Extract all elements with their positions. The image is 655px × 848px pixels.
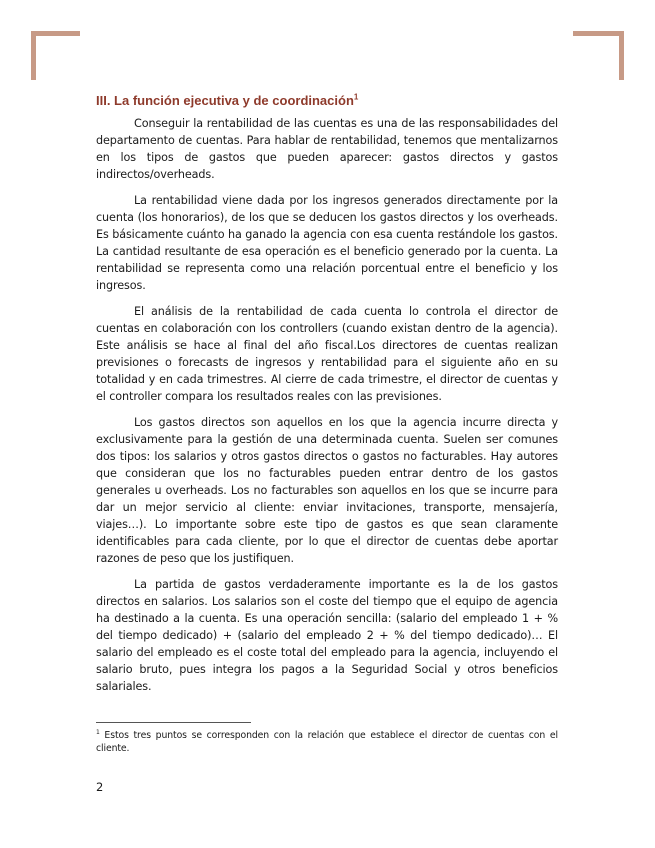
page-body <box>96 92 558 704</box>
paragraph-2: La rentabilidad viene dada por los ingresos generados directamente por la cuenta (los honorarios), de los que se deducen los gastos directos y los overheads. Es básicamente cuánto ha ganado la agencia con esa cuenta restándole los gastos. La cantidad resultante de esa operación es el beneficio generado por la cuenta. La rentabilidad se representa como una relación porcentual entre el beneficio y los ingresos. <box>96 194 558 292</box>
paragraph-5: La partida de gastos verdaderamente importante es la de los gastos directos en salarios. Los salarios son el coste del tiempo que el equipo de agencia ha destinado a la cuenta. Es una operación sencilla: (salario del empleado 1 + % del tiempo dedicado) + (salario del empleado 2 + % del tiempo dedicado)… El salario del empleado es el coste total del empleado para la agencia, incluyendo el salario bruto, pues integra los pagos a la Seguridad Social y otros beneficios salariales. <box>96 578 558 693</box>
section-heading <box>96 92 558 109</box>
footnote-reference: 1 <box>353 92 359 102</box>
corner-mark-top-left-vertical <box>31 31 36 80</box>
footnote <box>96 729 558 755</box>
paragraph-1: Conseguir la rentabilidad de las cuentas es una de las responsabilidades del departamento de cuentas. Para hablar de rentabilidad, tenemos que mentalizarnos en los tipos de gastos que pueden aparecer: gastos directos y gastos indirectos/overheads. <box>96 117 558 181</box>
corner-mark-top-right-vertical <box>619 31 624 80</box>
footnote-divider <box>96 722 251 723</box>
page-number: 2 <box>96 780 104 794</box>
paragraph-4: Los gastos directos son aquellos en los que la agencia incurre directa y exclusivamente para la gestión de una determinada cuenta. Suelen ser comunes dos tipos: los salarios y otros gastos directos o gastos no facturables. Hay autores que consideran que los no facturables pueden entrar dentro de los gastos generales u overheads. Los no facturables son aquellos en los que se incurre para dar un mejor servicio al cliente: enviar invitaciones, transporte, mensajería, viajes…). Lo importante sobre este tipo de gastos es que sean claramente identificables para cada cliente, por lo que el director de cuentas debe aportar razones de peso que los justifiquen. <box>96 416 558 565</box>
footnote-marker: 1 <box>96 728 100 736</box>
corner-mark-top-left-horizontal <box>31 31 80 36</box>
section-heading-text: III. La función ejecutiva y de coordinación <box>96 93 354 108</box>
corner-mark-top-right-horizontal <box>573 31 624 36</box>
paragraph-3: El análisis de la rentabilidad de cada cuenta lo controla el director de cuentas en colaboración con los controllers (cuando existan dentro de la agencia). Este análisis se hace al final del año fiscal.Los directores de cuentas realizan previsiones o forecasts de ingresos y rentabilidad para el siguiente año en su totalidad y en cada trimestres. Al cierre de cada trimestre, el director de cuentas y el controller compara los resultados reales con las previsiones. <box>96 305 558 403</box>
footnote-text: Estos tres puntos se corresponden con la relación que establece el director de cuentas con el cliente. <box>96 730 558 754</box>
